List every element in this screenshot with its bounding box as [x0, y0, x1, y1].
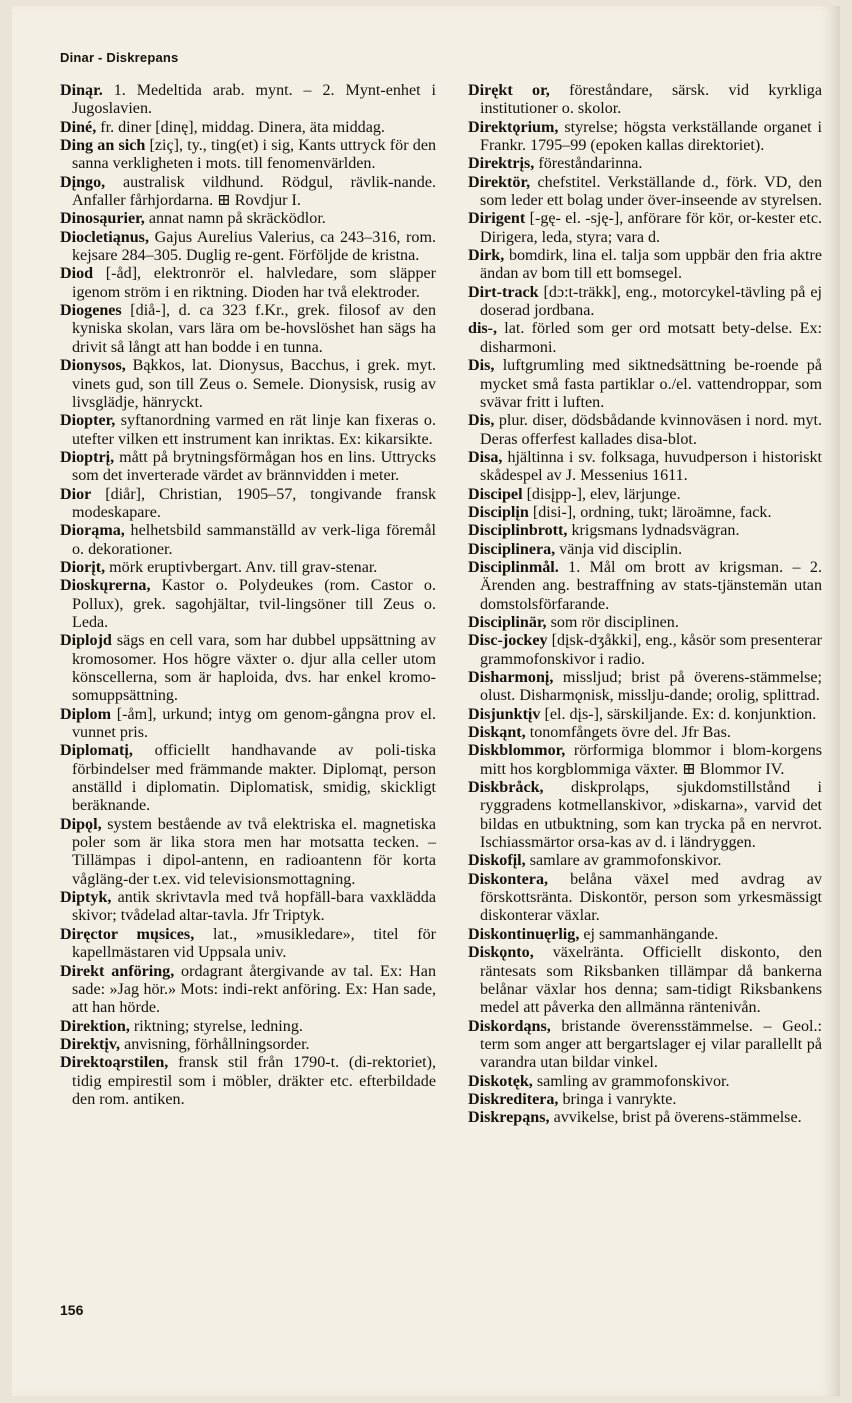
dictionary-entry — [60, 210, 436, 228]
entry-headword: Dinosąurier, — [60, 210, 145, 228]
entry-headword: Disc-jockey — [468, 632, 548, 650]
dictionary-entry — [60, 1018, 436, 1036]
entry-definition: rörformiga blommor i blom-korgens mitt hos korgblommiga växter. ⊞ Blommor IV. — [480, 742, 822, 778]
entry-definition: Bąkkos, lat. Dionysus, Bacchus, i grek. myt. vinets gud, son till Zeus o. Semele. Dionysisk, rusig av livsglädje, hänryckt. — [72, 357, 436, 411]
dictionary-entry — [468, 449, 822, 486]
entry-definition: fr. diner [dinę], middag. Dinera, äta middag. — [96, 118, 385, 136]
entry-headword: Dįngo, — [60, 173, 106, 191]
dictionary-entry — [468, 1073, 822, 1091]
entry-definition: [diå-], d. ca 323 f.Kr., grek. filosof av den kyniska skolan, vars lära om be-hovslöshet han sägs ha drivit så långt att han bodde i en tunna. — [72, 302, 436, 356]
entry-definition: [-gę- el. -sję-], anförare för kör, or-kester etc. Dirigera, leda, styra; vara d. — [480, 210, 822, 246]
entry-definition: avvikelse, brist på överens-stämmelse. — [549, 1109, 802, 1127]
entry-headword: Disa, — [468, 448, 503, 466]
dictionary-entry — [468, 174, 822, 211]
entry-headword: Direktör, — [468, 173, 531, 191]
dictionary-entry — [468, 155, 822, 173]
entry-definition: [dɔ:t-träkk], eng., motorcykel-tävling på ej doserad jordbana. — [480, 283, 822, 320]
entry-headword: Diplom — [60, 705, 111, 723]
entry-headword: Direkt anföring, — [60, 962, 175, 980]
entry-definition: [disįpp-], elev, lärjunge. — [522, 485, 681, 503]
entry-definition: [-åd], elektronrör el. halvledare, som släpper igenom ström i en riktning. Dioden har två elektroder. — [72, 265, 436, 301]
entry-definition: fransk stil från 1790-t. (di-rektoriet), tidig empirestil som i möbler, dräkter etc. efterbildade den rom. antiken. — [72, 1054, 436, 1108]
entry-definition: Kastor o. Polydeukes (rom. Castor o. Pollux), grek. sagohjältar, tvil-lingsöner till Zeus o. Leda. — [72, 577, 436, 631]
entry-definition: växelränta. Officiellt diskonto, den räntesats som Riksbanken tillämpar då bankerna belånar växlar hos denna; sam-tidigt Riksbankens medel att påverka den allmänna räntenivån. — [480, 944, 822, 1017]
entry-headword: Direktįv, — [60, 1035, 121, 1053]
dictionary-entry — [468, 871, 822, 926]
entry-headword: Diskǫnto, — [468, 944, 534, 962]
dictionary-entry — [468, 357, 822, 412]
entry-definition: chefstitel. Verkställande d., förk. VD, den som leder ett bolag under över-inseende av styrelsen. — [480, 173, 822, 210]
entry-headword: Dior — [60, 485, 92, 503]
dictionary-entry — [60, 559, 436, 577]
dictionary-entry — [60, 706, 436, 743]
entry-headword: Diod — [60, 265, 94, 283]
entry-definition: föreståndare, särsk. vid kyrkliga institutioner o. skolor. — [480, 82, 822, 118]
entry-definition: antik skrivtavla med två hopfäll-bara vaxklädda skivor; tvådelad altar-tavla. Jfr Triptyk. — [72, 889, 436, 925]
entry-headword: Diręctor mųsices, — [60, 925, 195, 943]
entry-definition: riktning; styrelse, ledning. — [129, 1017, 303, 1035]
entry-definition: plur. diser, dödsbådande kvinnoväsen i nord. myt. Deras offerfest kallades disa-blot. — [480, 412, 822, 448]
dictionary-entry — [468, 559, 822, 614]
dictionary-entry — [468, 742, 822, 779]
entry-headword: Disharmonį, — [468, 669, 554, 686]
entry-definition: [diår], Christian, 1905–57, tongivande fransk modeskapare. — [72, 485, 436, 521]
dictionary-entry — [468, 926, 822, 944]
dictionary-entry — [60, 522, 436, 559]
entry-definition: annat namn på skräcködlor. — [144, 210, 326, 228]
entry-definition: vänja vid disciplin. — [555, 540, 683, 558]
entry-headword: Dirt-track — [468, 283, 539, 301]
dictionary-entry — [60, 1036, 436, 1054]
entry-headword: Diptyk, — [60, 889, 112, 907]
dictionary-entry — [468, 522, 822, 540]
dictionary-entry — [468, 724, 822, 742]
entry-headword: Diorįt, — [60, 558, 106, 576]
entry-headword: dis-, — [468, 320, 498, 338]
dictionary-entry — [468, 210, 822, 247]
entry-definition: [-åm], urkund; intyg om genom-gångna prov el. vunnet pris. — [72, 705, 436, 742]
entry-headword: Diskreditera, — [468, 1090, 559, 1108]
entry-definition: hjältinna i sv. folksaga, huvudperson i historiskt skådespel av J. Messenius 1611. — [480, 448, 822, 485]
entry-definition: [dįsk-dʒåkki], eng., kåsör som presenterar grammofonskivor i radio. — [480, 632, 822, 668]
entry-headword: Disciplinbrott, — [468, 522, 568, 540]
entry-headword: Dioptrį, — [60, 448, 115, 466]
entry-headword: Disciplinera, — [468, 540, 556, 558]
dictionary-entry — [468, 247, 822, 284]
entry-definition: samling av grammofonskivor. — [532, 1072, 730, 1090]
entry-headword: Direktoąrstilen, — [60, 1054, 169, 1072]
entry-definition: australisk vildhund. Rödgul, rävlik-nande. Anfaller fårhjordarna. ⊞ Rovdjur I. — [72, 173, 436, 210]
left-column — [60, 82, 436, 1109]
entry-definition: mörk eruptivbergart. Anv. till grav-stenar. — [105, 558, 378, 576]
entry-headword: Dis, — [468, 412, 495, 430]
right-column — [468, 82, 822, 1128]
dictionary-entry — [60, 449, 436, 486]
dictionary-entry — [60, 632, 436, 705]
dictionary-entry — [468, 284, 822, 321]
entry-definition: ej sammanhängande. — [579, 925, 719, 943]
entry-definition: styrelse; högsta verkställande organet i Frankr. 1795–99 (epoken kallas direktoriet). — [480, 118, 822, 155]
dictionary-entry — [60, 1054, 436, 1109]
entry-headword: Dionysos, — [60, 357, 126, 375]
entry-definition: tonomfångets övre del. Jfr Bas. — [525, 724, 731, 742]
entry-definition: krigsmans lydnadsvägran. — [567, 522, 740, 540]
dictionary-entry — [60, 926, 436, 963]
dictionary-entry — [60, 229, 436, 266]
entry-definition: 1. Medeltida arab. mynt. – 2. Mynt-enhet i Jugoslavien. — [72, 82, 436, 118]
dictionary-entry — [60, 82, 436, 119]
entry-headword: Diplojd — [60, 632, 112, 650]
entry-definition: system bestående av två elektriska el. magnetiska poler som är lika stora men har motsatta tecken. – Tillämpas i dipol-antenn, en radioantenn för korta vågläng-der t.ex. vid televisionsmottagning. — [72, 815, 436, 888]
entry-definition: [ziç], ty., ting(et) i sig, Kants uttryck för den sanna verkligheten i mots. till fenomenvärlden. — [72, 137, 437, 173]
dictionary-entry — [468, 706, 822, 724]
dictionary-entry — [468, 852, 822, 870]
entry-headword: Diopter, — [60, 412, 116, 430]
entry-definition: syftanordning varmed en rät linje kan fixeras o. utefter vilken ett instrument kan inriktas. Ex: kikarsikte. — [72, 412, 436, 448]
dictionary-entry — [468, 320, 822, 357]
entry-headword: Diplomatį, — [60, 742, 133, 760]
entry-definition: bristande överensstämmelse. – Geol.: term som anger att bergartslager ej vilar parallellt på varandra utan bildar vinkel. — [480, 1017, 822, 1072]
dictionary-entry — [468, 669, 822, 706]
entry-definition: Gajus Aurelius Valerius, ca 243–316, rom. kejsare 284–305. Duglig re-gent. Förföljde de kristna. — [72, 228, 436, 265]
entry-definition: [disi-], ordning, tukt; läroämne, fack. — [528, 503, 772, 521]
entry-definition: 1. Mål om brott av krigsman. – 2. Ärenden ang. bestraffning av stats-tjänstemän utan domstolsförfarande. — [480, 558, 822, 613]
dictionary-page — [12, 6, 840, 1396]
dictionary-entry — [60, 486, 436, 523]
entry-definition: sägs en cell vara, som har dubbel uppsättning av kromosomer. Hos högre växter o. djur alla celler utom könscellerna, som är haploida, dvs. har enkel kromo-somuppsättning. — [72, 632, 436, 705]
entry-definition: bringa i vanrykte. — [558, 1090, 677, 1108]
dictionary-entry — [468, 82, 822, 119]
dictionary-entry — [60, 742, 436, 815]
entry-headword: Diskontinuęrlig, — [468, 925, 580, 943]
entry-definition: ordagrant återgivande av tal. Ex: Han sade: »Jag hör.» Mots: indi-rekt anföring. Ex: Han sade, att han hörde. — [72, 962, 436, 1017]
entry-headword: Diskofįl, — [468, 852, 526, 870]
dictionary-entry — [60, 963, 436, 1018]
entry-headword: Dirk, — [468, 247, 505, 265]
dictionary-entry — [60, 174, 436, 211]
entry-headword: Discipel — [468, 485, 523, 503]
entry-headword: Diorąma, — [60, 522, 125, 540]
entry-definition: officiellt handhavande av poli-tiska förbindelser med främmande makter. Diplomąt, person anställd i diplomatin. Diplomatisk, smidig, skickligt beräknande. — [72, 742, 436, 815]
dictionary-entry — [60, 816, 436, 889]
entry-headword: Diskrepąns, — [468, 1109, 550, 1127]
dictionary-entry — [60, 412, 436, 449]
entry-definition: helhetsbild sammanställd av verk-liga föremål o. dekorationer. — [72, 522, 436, 558]
entry-definition: luftgrumling med siktnedsättning be-roende på mycket små fasta partiklar o./el. vattendroppar, som svävar fritt i luften. — [480, 357, 822, 411]
entry-headword: Diskbråck, — [468, 779, 544, 797]
dictionary-entry — [468, 119, 822, 156]
dictionary-entry — [468, 944, 822, 1017]
entry-headword: Direktion, — [60, 1017, 130, 1035]
entry-headword: Diskotęk, — [468, 1072, 533, 1090]
running-header: Dinar - Diskrepans — [60, 50, 179, 65]
entry-headword: Dipǫl, — [60, 815, 102, 833]
entry-definition: samlare av grammofonskivor. — [525, 852, 722, 870]
entry-headword: Dis, — [468, 357, 495, 375]
entry-definition: lat. förled som ger ord motsatt bety-delse. Ex: disharmoni. — [480, 320, 822, 356]
entry-definition: missljud; brist på överens-stämmelse; olust. Disharmǫnisk, misslju-dande; orolig, splittrad. — [480, 669, 822, 705]
page-number: 156 — [60, 1302, 84, 1318]
entry-definition: föreståndarinna. — [534, 155, 643, 173]
dictionary-entry — [468, 779, 822, 852]
entry-headword: Dioskųrerna, — [60, 577, 151, 595]
dictionary-entry — [60, 577, 436, 632]
entry-definition: anvisning, förhållningsorder. — [120, 1035, 310, 1053]
dictionary-entry — [468, 504, 822, 522]
entry-headword: Diskordąns, — [468, 1017, 551, 1035]
entry-headword: Direktǫrium, — [468, 118, 559, 136]
entry-headword: Diogenes — [60, 302, 122, 320]
dictionary-entry — [468, 1018, 822, 1073]
entry-headword: Diskontera, — [468, 870, 549, 888]
entry-headword: Dinąr. — [60, 82, 103, 99]
entry-headword: Disjunktįv — [468, 705, 541, 723]
entry-definition: bomdirk, lina el. talja som uppbär den fria aktre ändan av bom till ett bomsegel. — [480, 247, 822, 283]
entry-headword: Diné, — [60, 118, 97, 136]
dictionary-entry — [60, 137, 436, 174]
dictionary-entry — [468, 614, 822, 632]
dictionary-entry — [60, 357, 436, 412]
entry-definition: belåna växel med avdrag av förskottsränta. Diskontör, person som yrkesmässigt diskonterar växlar. — [480, 870, 822, 925]
entry-headword: Direktrįs, — [468, 155, 535, 173]
entry-headword: Dirigent — [468, 210, 526, 228]
dictionary-entry — [60, 119, 436, 137]
entry-headword: Disciplinär, — [468, 613, 547, 631]
dictionary-entry — [468, 1091, 822, 1109]
dictionary-entry — [468, 486, 822, 504]
entry-definition: som rör disciplinen. — [546, 613, 679, 631]
entry-headword: Dirękt or, — [468, 82, 550, 99]
entry-headword: Diskąnt, — [468, 724, 526, 742]
dictionary-entry — [468, 1109, 822, 1127]
dictionary-entry — [468, 541, 822, 559]
dictionary-entry — [468, 632, 822, 669]
entry-headword: Disciplinmål. — [468, 558, 559, 576]
entry-headword: Disciplįn — [468, 503, 529, 521]
entry-headword: Diskblommor, — [468, 742, 566, 760]
entry-definition: mått på brytningsförmågan hos en lins. Uttrycks som det inverterade värdet av brännvidden i meter. — [72, 448, 436, 485]
dictionary-entry — [60, 889, 436, 926]
entry-definition: [el. dįs-], särskiljande. Ex: d. konjunktion. — [540, 705, 817, 723]
dictionary-entry — [60, 302, 436, 357]
entry-headword: Ding an sich — [60, 137, 146, 155]
entry-headword: Diocletiąnus, — [60, 228, 149, 246]
dictionary-entry — [60, 265, 436, 302]
dictionary-entry — [468, 412, 822, 449]
entry-definition: diskproląps, sjukdomstillstånd i ryggradens kotmellanskivor, »diskarna», varvid det bildas en utbuktning, som kan trycka på en nervrot. Ischiassmärtor orsa-kas av d. i ländryggen. — [480, 779, 822, 852]
entry-definition: lat., »musikledare», titel för kapellmästaren vid Uppsala univ. — [72, 925, 436, 962]
